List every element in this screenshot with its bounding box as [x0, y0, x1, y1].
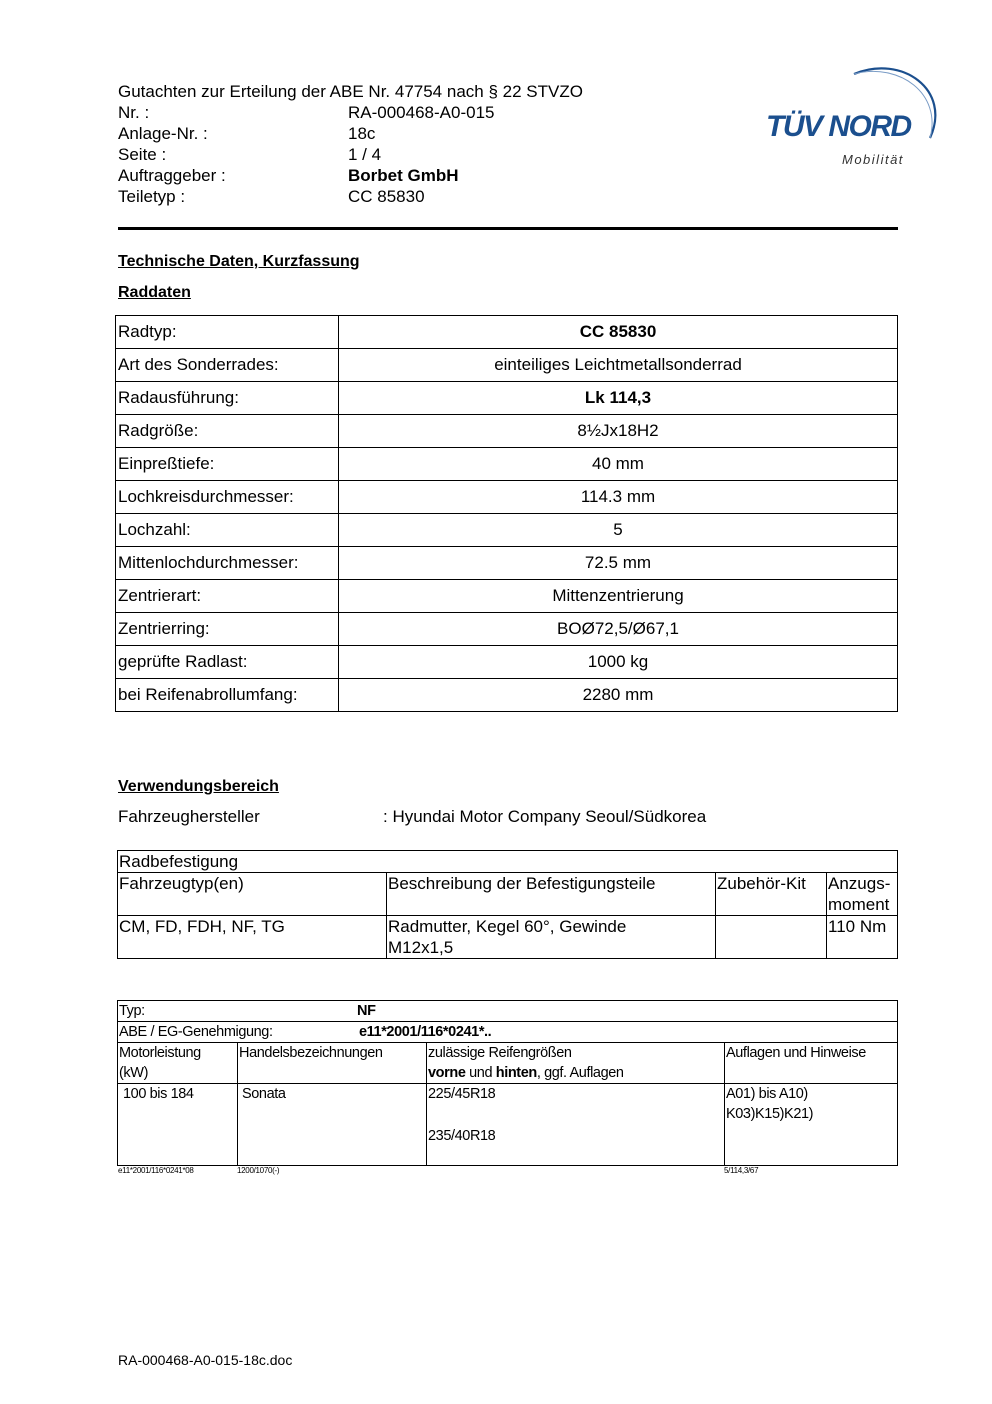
header-value: Borbet GmbH — [348, 166, 459, 185]
wheel-label: Art des Sonderrades: — [116, 349, 339, 382]
notes-line: K03)K15)K21) — [726, 1106, 814, 1122]
approval-row — [118, 1022, 898, 1043]
table-row — [118, 1084, 898, 1166]
wheel-fixing-table — [117, 850, 898, 959]
header-label: Auftraggeber : — [118, 166, 226, 185]
footnote-code: 5/114,3/67 — [724, 1166, 759, 1175]
wheel-data-table — [115, 315, 898, 712]
table-row — [116, 382, 898, 415]
tyre-front-label: vorne — [428, 1065, 466, 1081]
tyre-rear-label: hinten — [495, 1065, 537, 1081]
table-row — [116, 646, 898, 679]
wheel-label: Radausführung: — [116, 382, 339, 415]
wheel-value: 2280 mm — [339, 679, 898, 712]
document-footer: RA-000468-A0-015-18c.doc — [118, 1352, 293, 1368]
fixing-title: Radbefestigung — [118, 851, 898, 873]
wheel-value: 1000 kg — [339, 646, 898, 679]
table-row — [118, 851, 898, 873]
wheel-label: Radgröße: — [116, 415, 339, 448]
header-row-nr — [118, 102, 583, 123]
wheel-value: 5 — [339, 514, 898, 547]
wheel-value: 40 mm — [339, 448, 898, 481]
header-divider — [118, 227, 898, 230]
approval-value: e11*2001/116*0241*.. — [359, 1024, 492, 1040]
fixing-torque: 110 Nm — [827, 916, 898, 959]
column-header: (kW) — [119, 1065, 148, 1081]
column-header: moment — [828, 895, 890, 914]
footnote-code: 1200/1070(-) — [237, 1166, 280, 1175]
header-value: CC 85830 — [348, 187, 425, 206]
column-header: zulässige Reifengrößen — [428, 1045, 572, 1061]
type-approval-table — [117, 1000, 898, 1166]
table-header-row — [118, 873, 898, 916]
trade-name: Sonata — [238, 1084, 427, 1166]
column-header-tyres — [427, 1043, 725, 1084]
wheel-label: Zentrierring: — [116, 613, 339, 646]
tyre-spacer — [428, 1104, 723, 1126]
type-value: NF — [357, 1003, 376, 1019]
wheel-label: Radtyp: — [116, 316, 339, 349]
header-label: Seite : — [118, 145, 167, 164]
table-row — [116, 547, 898, 580]
header-value: 18c — [348, 124, 376, 143]
wheel-value: Mittenzentrierung — [339, 580, 898, 613]
column-header: Fahrzeugtyp(en) — [118, 873, 387, 916]
column-header: Auflagen und Hinweise — [725, 1043, 898, 1084]
table-row — [116, 415, 898, 448]
table-row — [116, 580, 898, 613]
column-header: Motorleistung — [119, 1045, 201, 1061]
header-row-anlage — [118, 123, 583, 144]
document-title: Gutachten zur Erteilung der ABE Nr. 47754 nach § 22 STVZO — [118, 82, 583, 101]
logo-subtitle: Mobilität — [842, 152, 904, 167]
header-label: Anlage-Nr. : — [118, 124, 208, 143]
wheel-label: Lochkreisdurchmesser: — [116, 481, 339, 514]
wheel-value: 114.3 mm — [339, 481, 898, 514]
table-row — [116, 613, 898, 646]
wheel-label: geprüfte Radlast: — [116, 646, 339, 679]
document-header — [118, 81, 583, 207]
wheel-label: Mittenlochdurchmesser: — [116, 547, 339, 580]
type-row — [118, 1001, 898, 1022]
header-row-auftraggeber — [118, 165, 583, 186]
tyre-sizes — [427, 1084, 725, 1166]
column-header: Zubehör-Kit — [716, 873, 827, 916]
table-row — [118, 916, 898, 959]
tuv-nord-logo — [762, 60, 942, 172]
column-header-tyres-sub — [428, 1063, 723, 1083]
engine-power: 100 bis 184 — [118, 1084, 238, 1166]
column-header: Handelsbezeichnungen — [238, 1043, 427, 1084]
table-row — [116, 448, 898, 481]
wheel-value: einteiliges Leichtmetallsonderrad — [339, 349, 898, 382]
fixing-description-line: M12x1,5 — [388, 938, 454, 957]
fixing-vehicle-types: CM, FD, FDH, NF, TG — [118, 916, 387, 959]
approval-label: ABE / EG-Genehmigung: — [119, 1024, 273, 1040]
table-row — [116, 679, 898, 712]
wheel-value: 8½Jx18H2 — [339, 415, 898, 448]
wheel-label: Lochzahl: — [116, 514, 339, 547]
table-row — [116, 316, 898, 349]
wheel-label: Zentrierart: — [116, 580, 339, 613]
table-row — [116, 481, 898, 514]
section-title-wheel: Raddaten — [118, 284, 191, 301]
manufacturer-value: : Hyundai Motor Company Seoul/Südkorea — [383, 807, 707, 826]
notes-cell — [725, 1084, 898, 1166]
fixing-description — [387, 916, 716, 959]
footnote-code: e11*2001/116*0241*08 — [118, 1166, 194, 1175]
wheel-label: Einpreßtiefe: — [116, 448, 339, 481]
logo-wordmark: TÜV NORD — [766, 110, 911, 143]
fixing-kit — [716, 916, 827, 959]
wheel-label: bei Reifenabrollumfang: — [116, 679, 339, 712]
table-row — [116, 349, 898, 382]
tyre-size: 225/45R18 — [428, 1086, 496, 1102]
table-header-row — [118, 1043, 898, 1084]
column-header-power — [118, 1043, 238, 1084]
notes-line: A01) bis A10) — [726, 1086, 808, 1102]
tyre-size: 235/40R18 — [428, 1128, 496, 1144]
column-header: Anzugs- — [828, 874, 891, 893]
header-label: Nr. : — [118, 103, 150, 122]
wheel-value: Lk 114,3 — [339, 382, 898, 415]
tyre-conj-label: und — [465, 1065, 496, 1081]
header-value: RA-000468-A0-015 — [348, 103, 495, 122]
header-label: Teiletyp : — [118, 187, 186, 206]
header-row-teiletyp — [118, 186, 583, 207]
manufacturer-row — [118, 807, 706, 827]
table-row — [118, 1001, 898, 1022]
section-title-usage: Verwendungsbereich — [118, 778, 279, 795]
column-header-torque — [827, 873, 898, 916]
wheel-value: 72.5 mm — [339, 547, 898, 580]
wheel-value: CC 85830 — [339, 316, 898, 349]
fixing-description-line: Radmutter, Kegel 60°, Gewinde — [388, 917, 627, 936]
table-row — [118, 1022, 898, 1043]
type-label: Typ: — [119, 1003, 145, 1019]
column-header: Beschreibung der Befestigungsteile — [387, 873, 716, 916]
header-row-seite — [118, 144, 583, 165]
manufacturer-label: Fahrzeughersteller — [118, 807, 260, 826]
section-title-technical: Technische Daten, Kurzfassung — [118, 253, 360, 270]
header-value: 1 / 4 — [348, 145, 382, 164]
tyre-note-label: , ggf. Auflagen — [536, 1065, 624, 1081]
wheel-value: BOØ72,5/Ø67,1 — [339, 613, 898, 646]
table-row — [116, 514, 898, 547]
